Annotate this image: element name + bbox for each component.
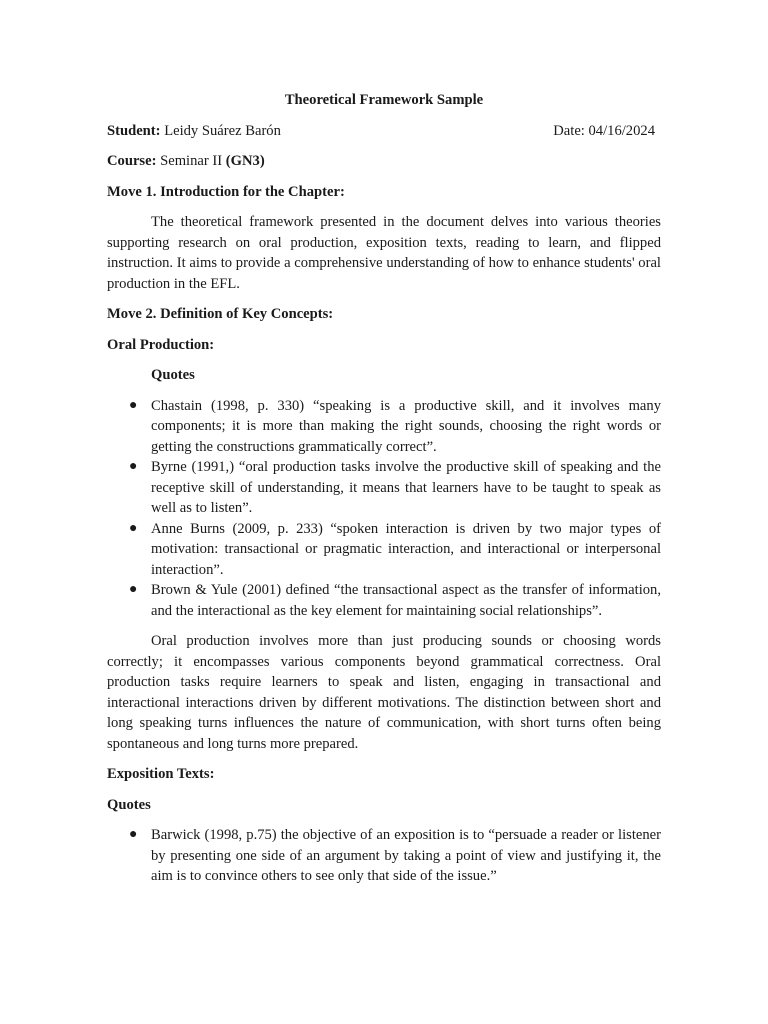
bullet-dot-icon: ● — [129, 520, 138, 536]
move1-heading: Move 1. Introduction for the Chapter: — [107, 183, 345, 200]
list-item — [129, 457, 661, 519]
course-line — [107, 151, 661, 172]
move1-paragraph: The theoretical framework presented in the document delves into various theories supporting research on oral production, exposition texts, reading to learn, and flipped instruction. It aims to provide a comprehensive understanding of how to enhance students' oral production in the EFL. — [107, 214, 661, 292]
oral-production-heading: Oral Production: — [107, 336, 215, 353]
course-group: (GN3) — [225, 153, 265, 169]
document-page — [107, 90, 661, 897]
student-info — [107, 121, 281, 142]
document-title: Theoretical Framework Sample — [284, 92, 484, 108]
oral-quotes-list — [107, 396, 661, 622]
date-text: Date: 04/16/2024 — [553, 122, 655, 139]
student-name: Leidy Suárez Barón — [164, 122, 281, 139]
list-item — [129, 825, 661, 887]
quote-text: Brown & Yule (2001) defined “the transactional aspect as the transfer of information, and the interactional as the key element for maintaining social relationships”. — [151, 582, 661, 619]
list-item — [129, 396, 661, 458]
student-label: Student: — [107, 122, 161, 139]
quote-text: Barwick (1998, p.75) the objective of an exposition is to “persuade a reader or listener by presenting one side of an argument by taking a point of view and justifying it, the aim is to convince others to see only that side of the issue.” — [151, 827, 661, 884]
course-label: Course: — [107, 153, 157, 169]
list-item — [129, 580, 661, 621]
exposition-texts-heading: Exposition Texts: — [107, 766, 215, 782]
bullet-dot-icon: ● — [129, 459, 138, 474]
list-item — [129, 519, 661, 581]
move2-heading: Move 2. Definition of Key Concepts: — [107, 306, 334, 322]
exposition-quotes-label: Quotes — [107, 796, 151, 813]
bullet-dot-icon: ● — [129, 397, 138, 413]
student-row — [107, 121, 661, 142]
bullet-dot-icon: ● — [129, 827, 138, 842]
oral-summary-paragraph: Oral production involves more than just producing sounds or choosing words correctly; it encompasses various components beyond grammatical correctness. Oral production tasks require learners to speak and listen, engaging in transactional and interactional interactions driven by different motivations. The distinction between short and long speaking turns influences the nature of communication, with short turns often being spontaneous and long turns more prepared. — [107, 633, 661, 752]
bullet-dot-icon: ● — [129, 582, 138, 597]
exposition-quotes-list — [107, 825, 661, 887]
quote-text: Byrne (1991,) “oral production tasks involve the productive skill of speaking and the receptive skill of understanding, it means that learners have to be taught to speak as well as to listen”. — [151, 459, 661, 516]
quote-text: Anne Burns (2009, p. 233) “spoken interaction is driven by two major types of motivation: transactional or pragmatic interaction, and interactional or interpersonal interaction”. — [151, 520, 661, 578]
course-name: Seminar II — [160, 153, 223, 169]
quote-text: Chastain (1998, p. 330) “speaking is a productive skill, and it involves many components; it is more than making the right sounds, choosing the right words or getting the constructions grammatically correct”. — [151, 397, 661, 455]
oral-quotes-label: Quotes — [151, 367, 195, 383]
